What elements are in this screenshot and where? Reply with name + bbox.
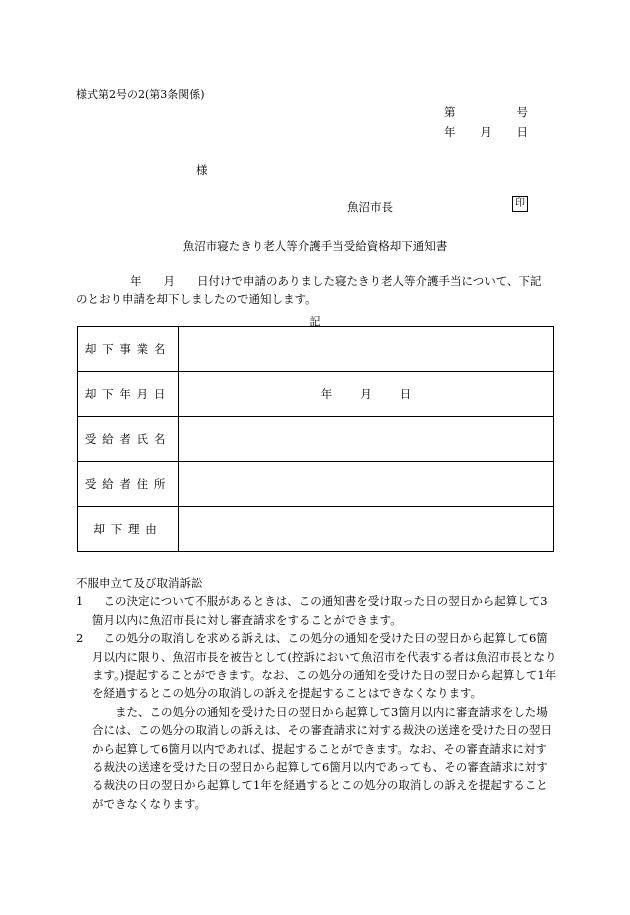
intro-line-2: のとおり申請を却下しましたので通知します。 <box>76 292 317 306</box>
row-label-business: 却下事業名 <box>78 327 179 372</box>
appeal-notice <box>76 574 558 813</box>
notice-heading: 不服申立て及び取消訴訟 <box>76 576 203 590</box>
table-row <box>78 372 554 417</box>
detail-table <box>77 326 554 552</box>
row-label-reason: 却下理由 <box>78 507 179 552</box>
issuer-name: 魚沼市長 <box>347 200 393 214</box>
date-month: 月 <box>480 125 492 139</box>
document-title: 魚沼市寝たきり老人等介護手当受給資格却下通知書 <box>182 239 448 253</box>
table-date-day: 日 <box>399 387 412 401</box>
doc-no-prefix: 第 <box>444 105 456 119</box>
intro-year: 年 <box>130 274 142 288</box>
date-year: 年 <box>444 125 456 139</box>
document-date <box>444 124 528 140</box>
seal-mark: 印 <box>512 196 528 212</box>
notice-item-1-text: この決定について不服があるときは、この通知書を受け取った日の翌日から起算して3箇月以内に魚沼市長に対し審査請求をすることができます。 <box>92 594 548 627</box>
table-row <box>78 417 554 462</box>
notice-item-2 <box>76 629 558 703</box>
row-value-business <box>179 327 554 372</box>
intro-text-1: 日付けで申請のありました寝たきり老人等介護手当について、下記 <box>197 274 542 288</box>
table-date-month: 月 <box>360 387 372 401</box>
intro-paragraph <box>76 272 556 308</box>
notice-item-2-number: 2 <box>76 631 84 646</box>
table-row <box>78 327 554 372</box>
intro-line-1 <box>76 272 556 290</box>
table-row <box>78 462 554 507</box>
notice-item-2-text: この処分の取消しを求める訴えは、この処分の通知を受けた日の翌日から起算して6箇月以内に限り、魚沼市長を被告として(控訴において魚沼市を代表する者は魚沼市長となります。)提起することができます。なお、この処分の通知を受けた日の翌日から起算して1年を経過するとこの処分の取消しの訴えを提起することはできなくなります。 <box>92 631 557 701</box>
addressee-honorific: 様 <box>196 163 208 177</box>
date-day: 日 <box>516 125 528 139</box>
form-number: 様式第2号の2(第3条関係) <box>76 88 205 101</box>
row-value-name <box>179 417 554 462</box>
row-value-reason <box>179 507 554 552</box>
doc-no-suffix: 号 <box>516 105 528 119</box>
row-label-date: 却下年月日 <box>78 372 179 417</box>
row-label-address: 受給者住所 <box>78 462 179 507</box>
table-row <box>78 507 554 552</box>
table-date-year: 年 <box>320 387 333 401</box>
intro-month: 月 <box>163 274 175 288</box>
row-value-date <box>179 372 554 417</box>
notice-item-2-sub <box>76 703 558 813</box>
notice-item-2-sub-text: また、この処分の通知を受けた日の翌日から起算して3箇月以内に審査請求をした場合には、この処分の取消しの訴えは、その審査請求に対する裁決の送達を受けた日の翌日から起算して6箇月以内であれば、提起することができます。なお、その審査請求に対する裁決の送達を受けた日の翌日から起算して6箇月以内であっても、その審査請求に対する裁決の日の翌日から起算して1年を経過するとこの処分の取消しの訴えを提起することができなくなります。 <box>92 704 552 811</box>
ki-marker: 記 <box>309 315 321 328</box>
notice-item-1-number: 1 <box>76 594 84 609</box>
row-value-address <box>179 462 554 507</box>
document-number <box>444 104 528 120</box>
notice-item-1 <box>76 592 558 629</box>
row-label-name: 受給者氏名 <box>78 417 179 462</box>
